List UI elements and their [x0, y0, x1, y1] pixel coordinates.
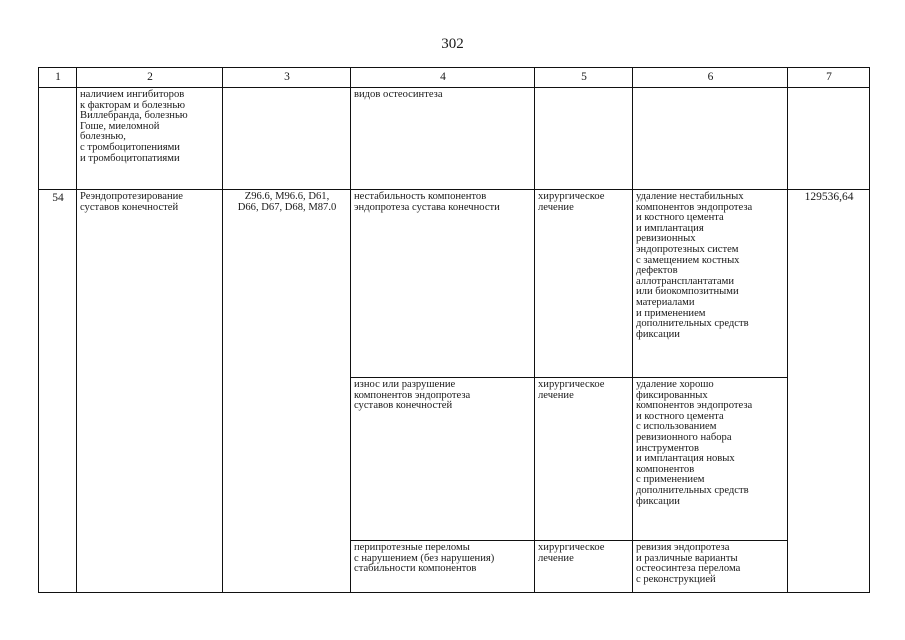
- services-table: [38, 67, 870, 593]
- row-54-sub-1-model: нестабильность компонентов эндопротеза сустава конечности: [351, 190, 535, 378]
- row-54-number: 54: [39, 190, 77, 593]
- cont-col-5: [535, 88, 633, 190]
- header-col-7: 7: [788, 68, 870, 88]
- page-number: 302: [441, 36, 464, 52]
- row-54-codes: Z96.6, M96.6, D61, D66, D67, D68, M87.0: [223, 190, 351, 593]
- header-col-2: 2: [77, 68, 223, 88]
- cont-col-7: [788, 88, 870, 190]
- row-54-cost: 129536,64: [788, 190, 870, 593]
- cont-col-1: [39, 88, 77, 190]
- cont-patient-model: наличием ингибиторов к факторам и болезнью Виллебранда, болезнью Гоше, миеломной болезнью, с тромбоцитопениями и тромбоцитопатиями: [77, 88, 223, 190]
- row-54-sub-1-method: удаление нестабильных компонентов эндопротеза и костного цемента и имплантация ревизионных эндопротезных систем с замещением костных дефектов аллотрансплантатами или биокомпозитными материалами и применением дополнительных средств фиксации: [633, 190, 788, 378]
- cont-col-3: [223, 88, 351, 190]
- header-col-5: 5: [535, 68, 633, 88]
- header-col-1: 1: [39, 68, 77, 88]
- row-54-sub-3-type: хирургическое лечение: [535, 541, 633, 593]
- cont-col-6: [633, 88, 788, 190]
- header-col-4: 4: [351, 68, 535, 88]
- row-54-sub-2-model: износ или разрушение компонентов эндопротеза суставов конечностей: [351, 378, 535, 541]
- row-54-sub-3-method: ревизия эндопротеза и различные варианты остеосинтеза перелома с реконструкцией: [633, 541, 788, 593]
- header-col-3: 3: [223, 68, 351, 88]
- cont-treatment-method: видов остеосинтеза: [351, 88, 535, 190]
- row-54-sub-1-type: хирургическое лечение: [535, 190, 633, 378]
- row-54-sub-3-model: перипротезные переломы с нарушением (без нарушения) стабильности компонентов: [351, 541, 535, 593]
- header-col-6: 6: [633, 68, 788, 88]
- row-54-name: Реэндопротезирование суставов конечностей: [77, 190, 223, 593]
- row-54-sub-2-type: хирургическое лечение: [535, 378, 633, 541]
- row-54-sub-2-method: удаление хорошо фиксированных компонентов эндопротеза и костного цемента с использованием ревизионного набора инструментов и имплантация новых компонентов с применением дополнительных средств фиксации: [633, 378, 788, 541]
